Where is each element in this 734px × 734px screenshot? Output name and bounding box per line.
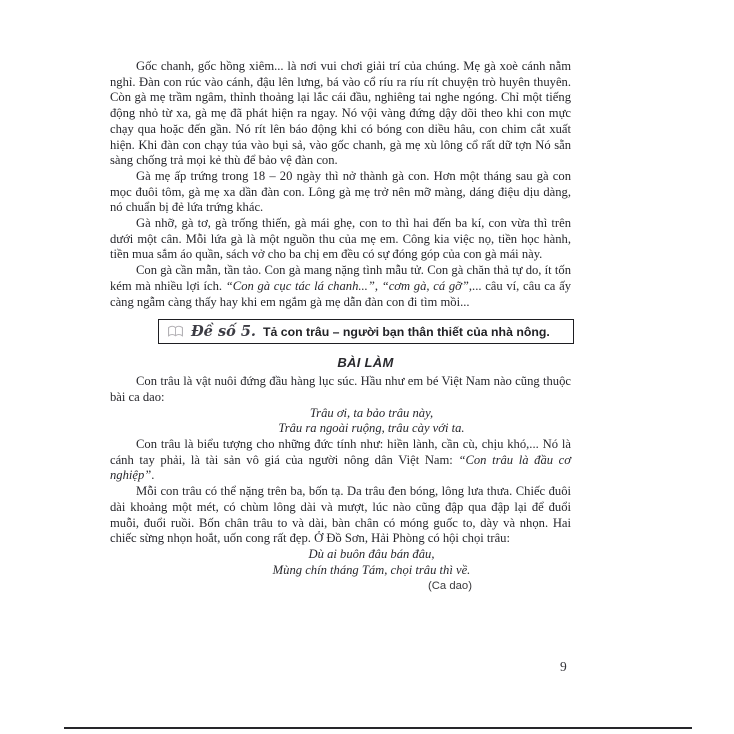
bai-lam-heading: BÀI LÀM (337, 355, 394, 371)
page-number: 9 (560, 659, 567, 674)
topic-title: Tả con trâu – người bạn thân thiết của nhà nông. (262, 324, 550, 339)
essay-paragraph: Mỗi con trâu có thể nặng trên ba, bốn tạ. Da trâu đen bóng, lông lưa thưa. Chiếc đuôi dài khoảng một mét, có chùm lông dài và mượt, lúc nào cũng đập qua đập lại để đuổi muỗi, đuổi ruồi. Bốn chân trâu to và dài, bàn chân có móng guốc to, dày và nhọn. Hai chiếc sừng nhọn hoắt, uốn cong rất đẹp. Ở Đồ Sơn, Hải Phòng có hội chọi trâu: (110, 484, 571, 546)
verse-line: Trâu ra ngoài ruộng, trâu cày với ta. (278, 421, 465, 436)
open-book-icon (167, 325, 184, 338)
essay-paragraph: Con trâu là biểu tượng cho những đức tính như: hiền lành, cần cù, chịu khó,... Nó là cánh tay phải, là tài sản vô giá của người nông dân Việt Nam: “Con trâu là đầu cơ nghiệp”. (110, 437, 571, 483)
verse-line: Dù ai buôn đâu bán đâu, (308, 546, 435, 561)
page-text-column (110, 59, 571, 592)
essay-paragraph: Gốc chanh, gốc hồng xiêm... là nơi vui chơi giải trí của chúng. Mẹ gà xoè cánh nằm nghỉ. Đàn con rúc vào cánh, đậu lên lưng, bá vào cổ ríu ra ríu rít chuyện trò huyên thuyên. Còn gà mẹ trầm ngâm, thỉnh thoảng lại lắc cái đầu, nghiêng tai nghe ngóng. Chỉ một tiếng động nhỏ từ xa, gà mẹ đã phát hiện ra ngay. Nó vội vàng đứng dậy dõi theo khi con mực chạy qua hoặc đến gần. Nó rít lên báo động khi có bóng con diều hâu, con chim cắt xuất hiện. Khi đàn con chạy túa vào bụi sả, vào gốc chanh, gà mẹ xù lông cổ rất dữ tợn Nó sẵn sàng chống trả mọi kẻ thù để bảo vệ đàn con. (110, 59, 571, 168)
essay-paragraph: Con gà cần mẫn, tần tảo. Con gà mang nặng tình mẫu tử. Con gà chăn thả tự do, ít tốn kém mà nhiều lợi ích. “Con gà cục tác lá chanh...”, “cơm gà, cá gỡ”,... câu ví, câu ca ấy càng ngẫm càng thấy hay khi em ngắm gà mẹ dẫn đàn con đi tìm mồi... (110, 263, 571, 309)
essay-paragraph: Gà mẹ ấp trứng trong 18 – 20 ngày thì nở thành gà con. Hơn một tháng sau gà con mọc đuôi tôm, gà mẹ xa dần đàn con. Lông gà mẹ trở nên mỡ màng, dáng điệu dịu dàng, nó chuẩn bị đẻ lứa trứng khác. (110, 168, 571, 215)
topic-label: Đề số 5. (191, 322, 256, 340)
verse-attribution: (Ca dao) (428, 580, 472, 593)
folk-verse (172, 406, 571, 437)
folk-verse (172, 547, 571, 578)
page-bottom-edge-line (64, 727, 692, 729)
verse-line: Trâu ơi, ta bảo trâu này, (309, 405, 434, 420)
essay-paragraph: Con trâu là vật nuôi đứng đầu hàng lục súc. Hầu như em bé Việt Nam nào cũng thuộc bài ca dao: (110, 374, 571, 404)
essay-conclusion-section (110, 59, 571, 310)
essay-paragraph: Gà nhỡ, gà tơ, gà trống thiến, gà mái ghẹ, con to thì hai đến ba kí, con vừa thì trên dưới một cân. Mỗi lứa gà là một nguồn thu của mẹ em. Công kia việc nọ, tiền học hành, tiền mua sắm áo quần, sách vở cho ba chị em đều có sự đóng góp của con gà mái này. (110, 216, 571, 262)
topic-box (158, 319, 574, 344)
essay-body-section (110, 374, 571, 592)
verse-line: Mùng chín tháng Tám, chọi trâu thì về. (272, 562, 471, 577)
